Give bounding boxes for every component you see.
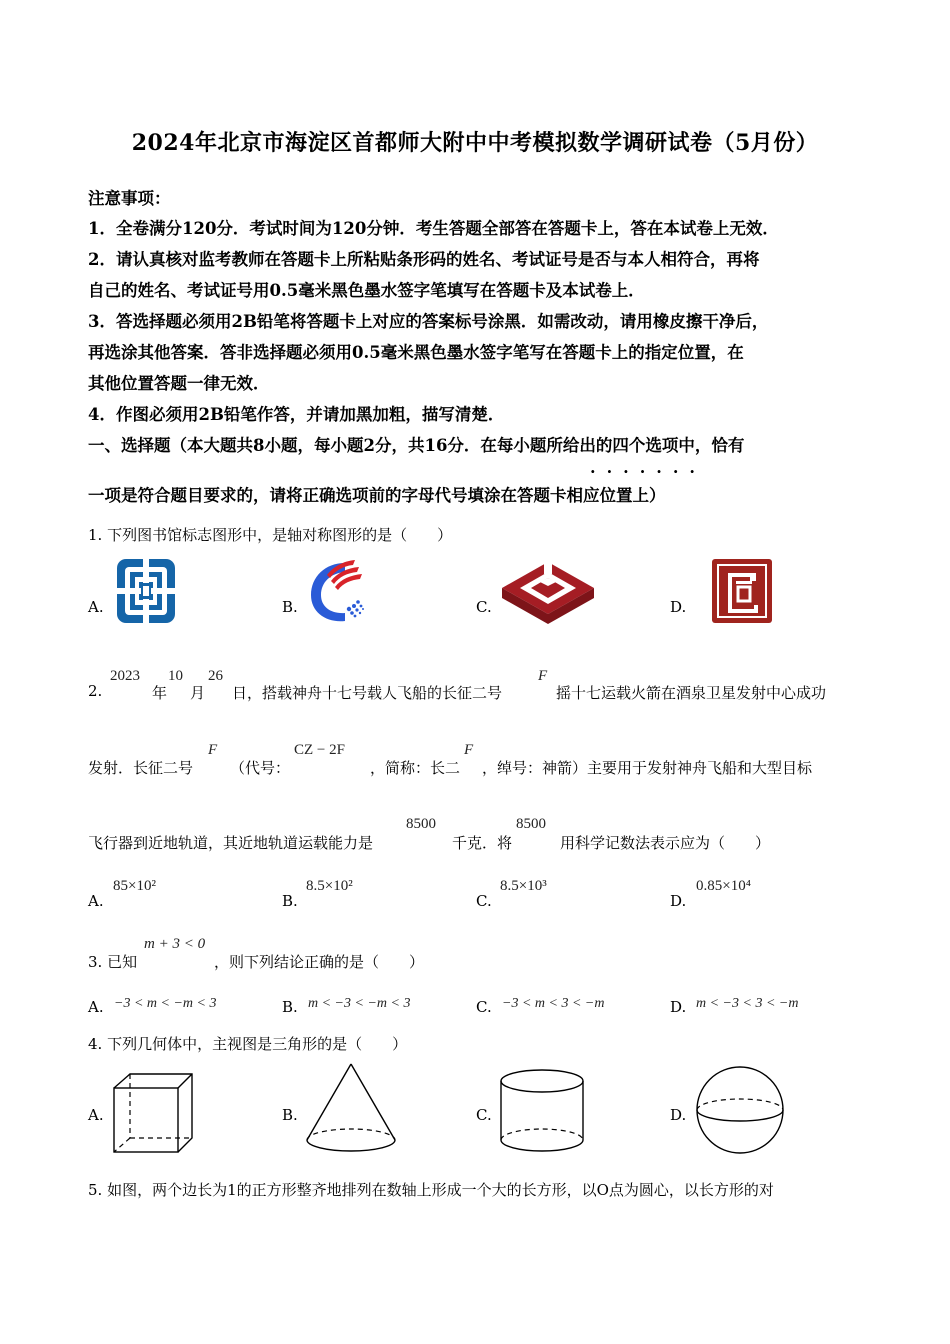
q3-tail: ，则下列结论正确的是（ ） — [214, 953, 425, 971]
q3-option-c[interactable]: C. — [476, 998, 492, 1016]
notes-heading: 注意事项： — [88, 189, 171, 208]
q2-option-b[interactable]: B. — [282, 892, 298, 910]
q2-code: CZ − 2F — [294, 742, 345, 758]
note-3c: 其他位置答题一律无效． — [88, 374, 270, 393]
q1-stem: 1. 下列图书馆标志图形中，是轴对称图形的是（ ） — [88, 526, 453, 544]
q2-text-4: （代号： — [230, 759, 291, 777]
q3-number: 3. 已知 — [88, 953, 138, 971]
q2-option-d-value: 0.85×10⁴ — [696, 878, 751, 894]
note-3a: 3．答选择题必须用2B铅笔将答题卡上对应的答案标号涂黑．如需改动，请用橡皮擦干净后， — [88, 312, 769, 331]
q1-option-b[interactable]: B. — [282, 598, 298, 616]
cylinder-icon — [498, 1068, 586, 1154]
note-1: 1．全卷满分120分．考试时间为120分钟．考生答题全部答在答题卡上，答在本试卷上无效． — [88, 219, 779, 238]
q3-option-b[interactable]: B. — [282, 998, 298, 1016]
note-3b: 再选涂其他答案．答非选择题必须用0.5毫米黑色墨水签字笔写在答题卡上的指定位置，在 — [88, 343, 744, 362]
library-logo-d-icon — [710, 557, 774, 625]
q3-option-d-value: m < −3 < 3 < −m — [696, 996, 799, 1011]
section1-line1: 一、选择题（本大题共8小题，每小题2分，共16分．在每小题所给出的四个选项中，恰有 — [88, 436, 745, 455]
q4-option-b[interactable]: B. — [282, 1106, 298, 1124]
q2-month: 10 — [168, 668, 183, 684]
q4-stem: 4. 下列几何体中，主视图是三角形的是（ ） — [88, 1035, 408, 1053]
q2-number: 2. — [88, 682, 103, 700]
q2-year: 2023 — [110, 668, 140, 684]
sphere-icon — [694, 1064, 786, 1156]
q4-option-a[interactable]: A. — [88, 1106, 104, 1124]
q2-option-a-value: 85×10² — [113, 878, 156, 894]
q2-option-c-value: 8.5×10³ — [500, 878, 547, 894]
q2-text-5: ，简称：长二 — [370, 759, 461, 777]
emphasis-dots: ······· — [590, 462, 706, 481]
q2-text-7: 飞行器到近地轨道，其近地轨道运载能力是 — [88, 834, 374, 852]
q3-option-c-value: −3 < m < 3 < −m — [502, 996, 605, 1011]
note-4: 4．作图必须用2B铅笔作答，并请加黑加粗，描写清楚． — [88, 405, 505, 424]
q1-option-a[interactable]: A. — [88, 598, 104, 616]
q2-text-1: 日，搭载神舟十七号载人飞船的长征二号 — [232, 684, 503, 702]
q3-option-b-value: m < −3 < −m < 3 — [308, 996, 411, 1011]
q4-option-d[interactable]: D. — [670, 1106, 687, 1124]
q3-option-d[interactable]: D. — [670, 998, 687, 1016]
q2-text-3: 发射．长征二号 — [88, 759, 194, 777]
q3-condition: m + 3 < 0 — [144, 936, 206, 952]
cone-icon — [304, 1062, 398, 1154]
q4-option-c[interactable]: C. — [476, 1106, 492, 1124]
cube-icon — [112, 1072, 196, 1156]
q2-text-8: 千克．将 — [452, 834, 513, 852]
page-title: 2024年北京市海淀区首都师大附中中考模拟数学调研试卷（5月份） — [131, 130, 819, 156]
q1-option-c[interactable]: C. — [476, 598, 492, 616]
q2-option-d[interactable]: D. — [670, 892, 687, 910]
note-2b: 自己的姓名、考试证号用0.5毫米黑色墨水签字笔填写在答题卡及本试卷上． — [88, 281, 645, 300]
q2-option-b-value: 8.5×10² — [306, 878, 353, 894]
q5-stem: 5. 如图，两个边长为1的正方形整齐地排列在数轴上形成一个大的长方形，以O点为圆心，以长方形的对 — [88, 1181, 774, 1199]
q1-option-d[interactable]: D. — [670, 598, 687, 616]
q2-yue: 月 — [190, 684, 206, 702]
q3-option-a-value: −3 < m < −m < 3 — [114, 996, 217, 1011]
library-logo-c-icon — [500, 560, 596, 626]
q2-text-2: 摇十七运载火箭在酒泉卫星发射中心成功 — [556, 684, 827, 702]
q2-option-c[interactable]: C. — [476, 892, 492, 910]
q2-text-9: 用科学记数法表示应为（ ） — [560, 834, 771, 852]
q2-num-8500-a: 8500 — [406, 816, 436, 832]
q2-num-8500-b: 8500 — [516, 816, 546, 832]
q2-text-6: ，绰号：神箭）主要用于发射神舟飞船和大型目标 — [482, 759, 813, 777]
section1-line2: 一项是符合题目要求的，请将正确选项前的字母代号填涂在答题卡相应位置上） — [88, 486, 666, 505]
library-logo-b-icon — [305, 557, 367, 625]
note-2a: 2．请认真核对监考教师在答题卡上所粘贴条形码的姓名、考试证号是否与本人相符合，再将 — [88, 250, 760, 269]
q2-f-1: F — [538, 668, 548, 684]
q2-f-3: F — [464, 742, 474, 758]
q2-f-2: F — [208, 742, 218, 758]
q2-day: 26 — [208, 668, 223, 684]
q2-nian: 年 — [152, 684, 168, 702]
q3-option-a[interactable]: A. — [88, 998, 104, 1016]
q2-option-a[interactable]: A. — [88, 892, 104, 910]
library-logo-a-icon — [115, 557, 177, 625]
